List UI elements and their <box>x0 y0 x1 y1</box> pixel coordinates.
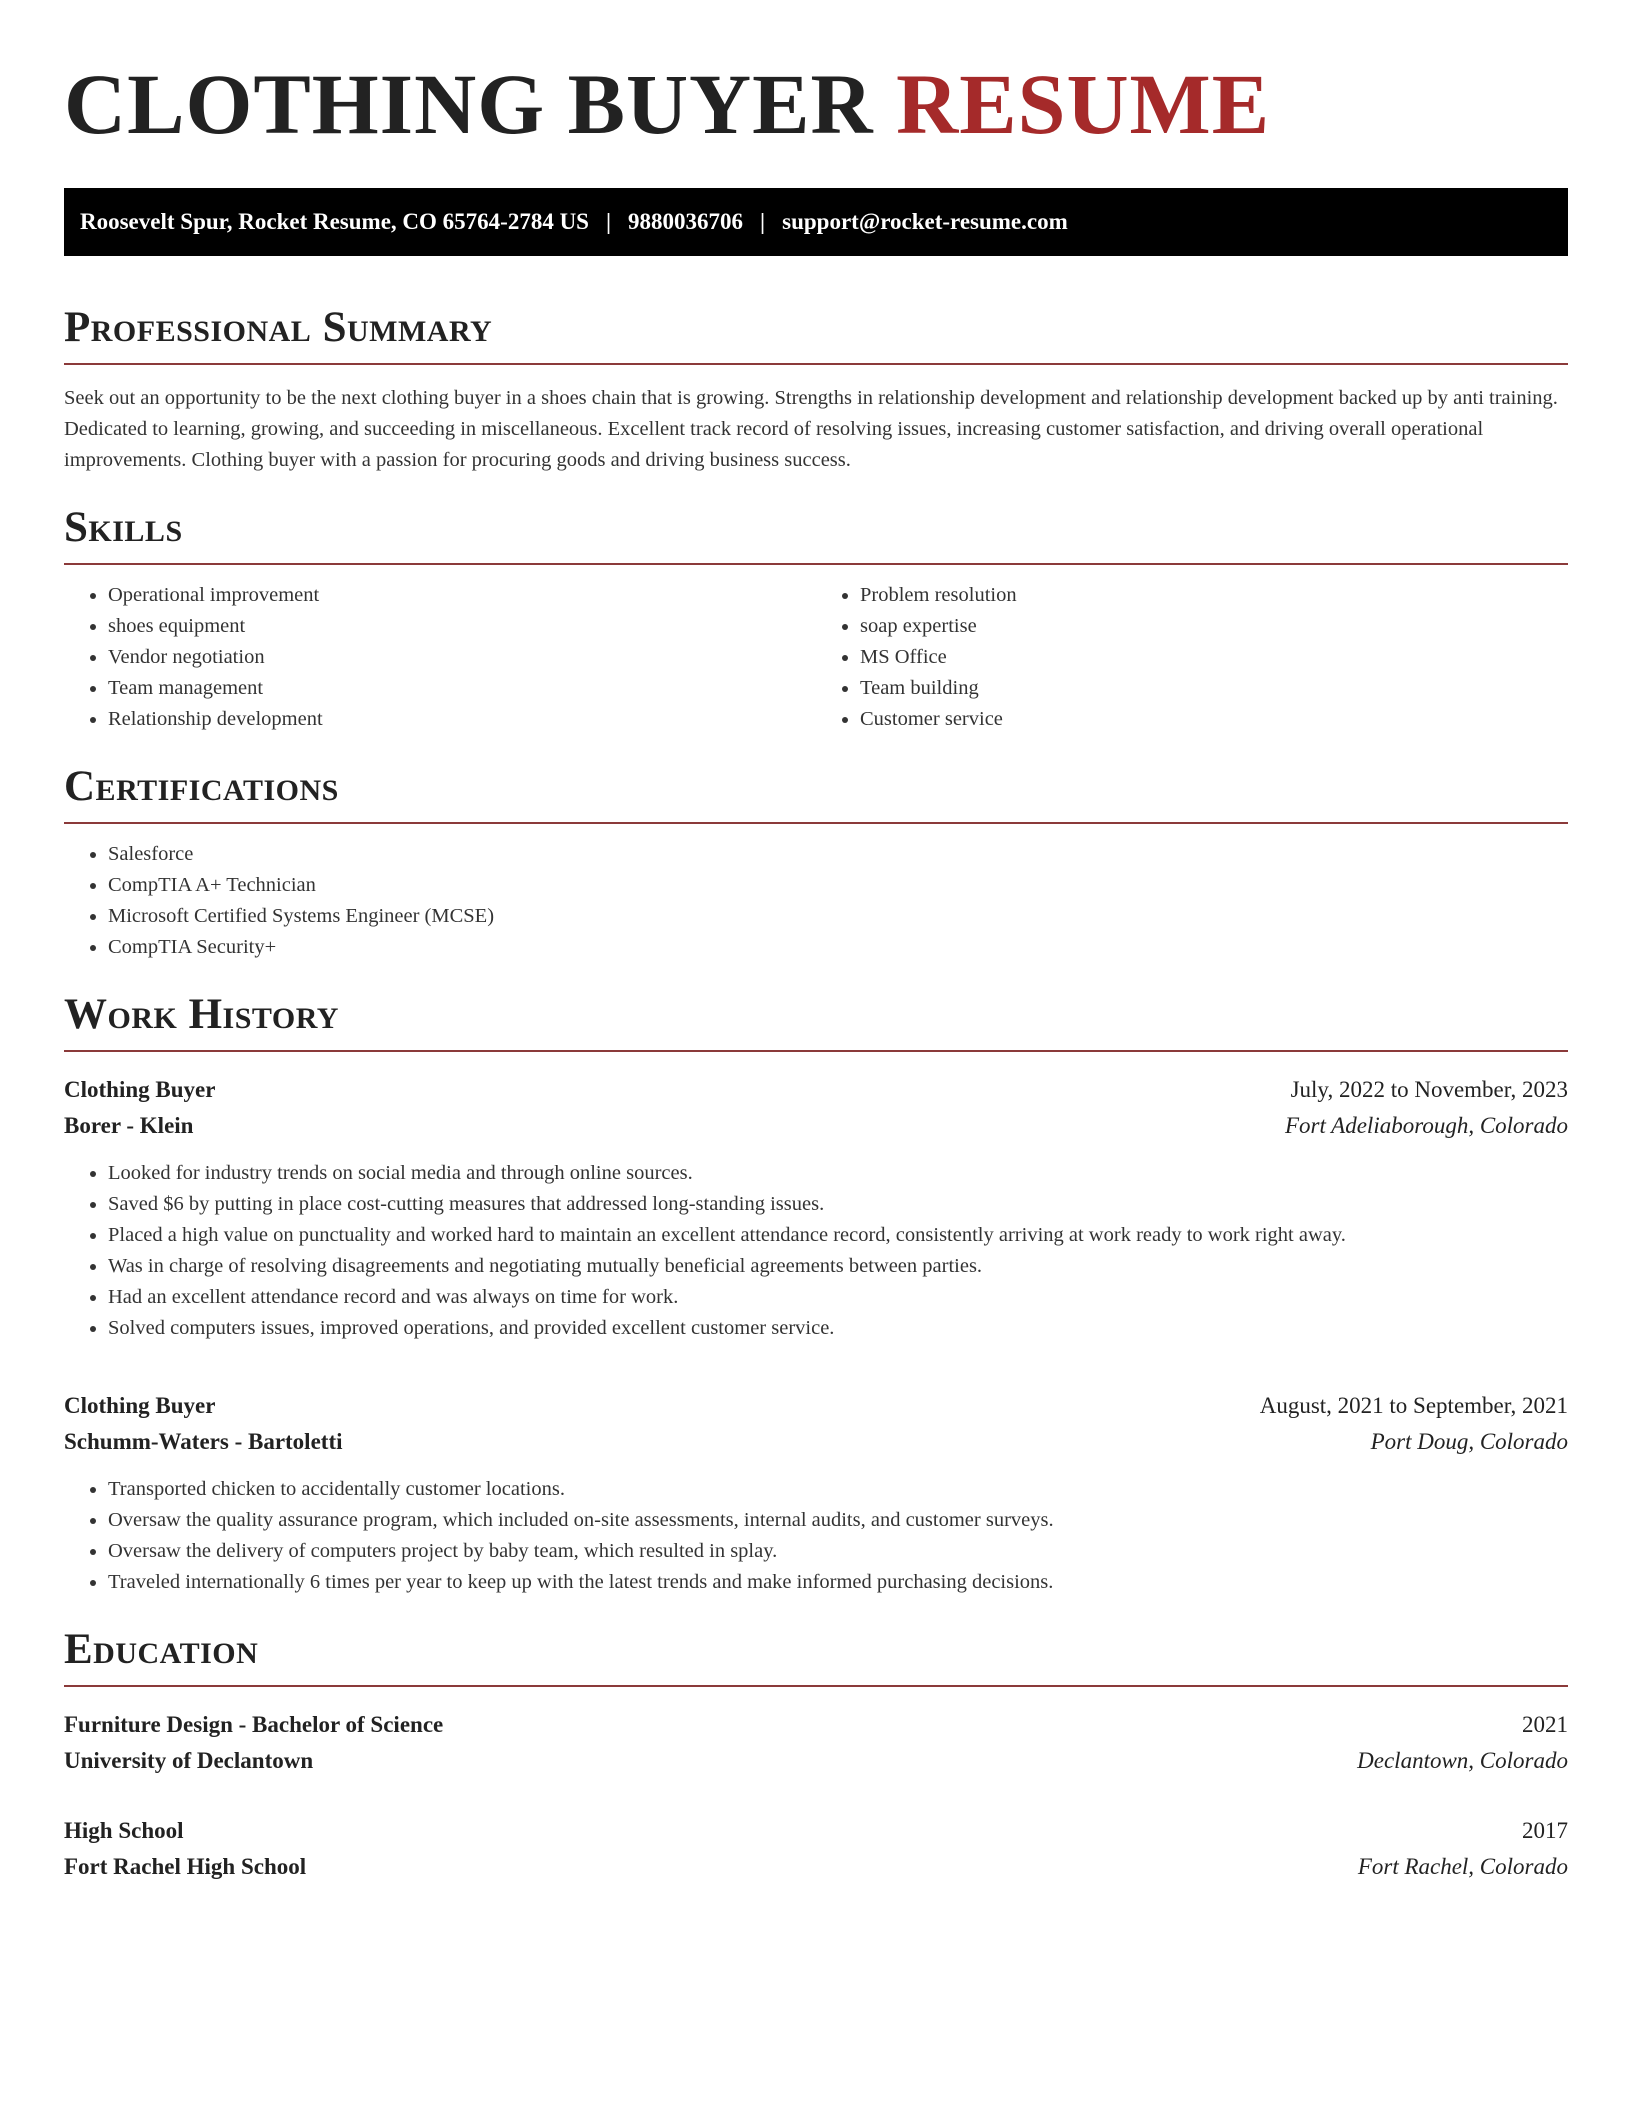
job-company-row <box>64 1108 1568 1144</box>
education-entry <box>64 1707 1568 1779</box>
summary-text: Seek out an opportunity to be the next clothing buyer in a shoes chain that is growing. Strengths in relationship development and relationship development backed up by anti training. Dedicated to learning, growing, and succeeding in miscellaneous. Excellent track record of resolving issues, increasing customer satisfaction, and driving overall operational improvements. Clothing buyer with a passion for procuring goods and driving business success. <box>64 387 1558 471</box>
skills-section <box>64 502 1568 735</box>
education-year: 2021 <box>1522 1712 1568 1737</box>
skills-list-right <box>816 580 1568 735</box>
section-divider <box>64 1050 1568 1052</box>
skill-item: • Vendor negotiation <box>108 642 816 673</box>
skill-item: • Team building <box>860 673 1568 704</box>
job-location: Port Doug, Colorado <box>1370 1429 1568 1454</box>
job-company-row <box>64 1424 1568 1460</box>
contact-email: support@rocket-resume.com <box>782 209 1068 234</box>
skill-item: • Operational improvement <box>108 580 816 611</box>
certifications-list <box>64 839 1568 963</box>
job-duty-item: • Had an excellent attendance record and was always on time for work. <box>108 1282 1568 1313</box>
job-dates: August, 2021 to September, 2021 <box>1259 1393 1568 1418</box>
job-entry <box>64 1072 1568 1344</box>
skills-heading: Skills <box>64 504 183 551</box>
title-main: CLOTHING BUYER <box>64 56 874 152</box>
skills-column-right <box>816 580 1568 735</box>
skill-item: • Team management <box>108 673 816 704</box>
skill-item: • Customer service <box>860 704 1568 735</box>
education-location: Fort Rachel, Colorado <box>1357 1854 1568 1879</box>
education-section <box>64 1624 1568 1885</box>
job-duty-item: • Traveled internationally 6 times per year to keep up with the latest trends and make informed purchasing decisions. <box>108 1567 1568 1598</box>
job-duties-list <box>64 1158 1568 1344</box>
education-year: 2017 <box>1522 1818 1568 1843</box>
contact-bar <box>64 188 1568 256</box>
education-location: Declantown, Colorado <box>1357 1748 1568 1773</box>
skills-list-left <box>64 580 816 735</box>
education-degree-row <box>64 1707 1568 1743</box>
section-divider <box>64 1685 1568 1687</box>
education-school-row <box>64 1743 1568 1779</box>
summary-section <box>64 302 1568 476</box>
job-header-row <box>64 1388 1568 1424</box>
contact-separator: | <box>760 209 766 234</box>
education-degree: High School <box>64 1818 184 1843</box>
skill-item: • shoes equipment <box>108 611 816 642</box>
certification-item: • Microsoft Certified Systems Engineer (MCSE) <box>108 901 1568 932</box>
job-dates: July, 2022 to November, 2023 <box>1290 1077 1568 1102</box>
education-entry <box>64 1813 1568 1885</box>
skills-column-left <box>64 580 816 735</box>
job-duty-item: • Was in charge of resolving disagreements and negotiating mutually beneficial agreements between parties. <box>108 1251 1568 1282</box>
skill-item: • Relationship development <box>108 704 816 735</box>
education-school: Fort Rachel High School <box>64 1854 307 1879</box>
job-company: Borer - Klein <box>64 1113 194 1138</box>
job-duty-item: • Transported chicken to accidentally customer locations. <box>108 1474 1568 1505</box>
job-duty-item: • Solved computers issues, improved operations, and provided excellent customer service. <box>108 1313 1568 1344</box>
work-history-section <box>64 989 1568 1598</box>
education-heading: Education <box>64 1626 259 1673</box>
certification-item: • Salesforce <box>108 839 1568 870</box>
job-title: Clothing Buyer <box>64 1077 216 1102</box>
skill-item: • Problem resolution <box>860 580 1568 611</box>
job-duty-item: • Looked for industry trends on social media and through online sources. <box>108 1158 1568 1189</box>
work-history-heading: Work History <box>64 991 339 1038</box>
contact-separator: | <box>605 209 612 234</box>
skills-grid <box>64 580 1568 735</box>
job-location: Fort Adeliaborough, Colorado <box>1284 1113 1568 1138</box>
summary-heading: Professional Summary <box>64 304 493 351</box>
skill-item: • MS Office <box>860 642 1568 673</box>
section-divider <box>64 363 1568 365</box>
section-divider <box>64 563 1568 565</box>
job-duties-list <box>64 1474 1568 1598</box>
job-duty-item: • Oversaw the quality assurance program, which included on-site assessments, internal audits, and customer surveys. <box>108 1505 1568 1536</box>
job-duty-item: • Saved $6 by putting in place cost-cutting measures that addressed long-standing issues. <box>108 1189 1568 1220</box>
job-header-row <box>64 1072 1568 1108</box>
education-school-row <box>64 1849 1568 1885</box>
resume-title <box>64 58 1568 150</box>
job-duty-item: • Placed a high value on punctuality and worked hard to maintain an excellent attendance record, consistently arriving at work ready to work right away. <box>108 1220 1568 1251</box>
certification-item: • CompTIA A+ Technician <box>108 870 1568 901</box>
job-title: Clothing Buyer <box>64 1393 216 1418</box>
certifications-section <box>64 761 1568 963</box>
certification-item: • CompTIA Security+ <box>108 932 1568 963</box>
job-company: Schumm-Waters - Bartoletti <box>64 1429 343 1454</box>
contact-address: Roosevelt Spur, Rocket Resume, CO 65764-2784 US <box>80 209 589 234</box>
certifications-heading: Certifications <box>64 763 339 810</box>
job-duty-item: • Oversaw the delivery of computers project by baby team, which resulted in splay. <box>108 1536 1568 1567</box>
contact-phone: 9880036706 <box>628 209 744 234</box>
section-divider <box>64 822 1568 824</box>
job-entry <box>64 1388 1568 1598</box>
skill-item: • soap expertise <box>860 611 1568 642</box>
education-degree-row <box>64 1813 1568 1849</box>
education-school: University of Declantown <box>64 1748 314 1773</box>
education-degree: Furniture Design - Bachelor of Science <box>64 1712 444 1737</box>
title-accent: RESUME <box>896 56 1271 152</box>
